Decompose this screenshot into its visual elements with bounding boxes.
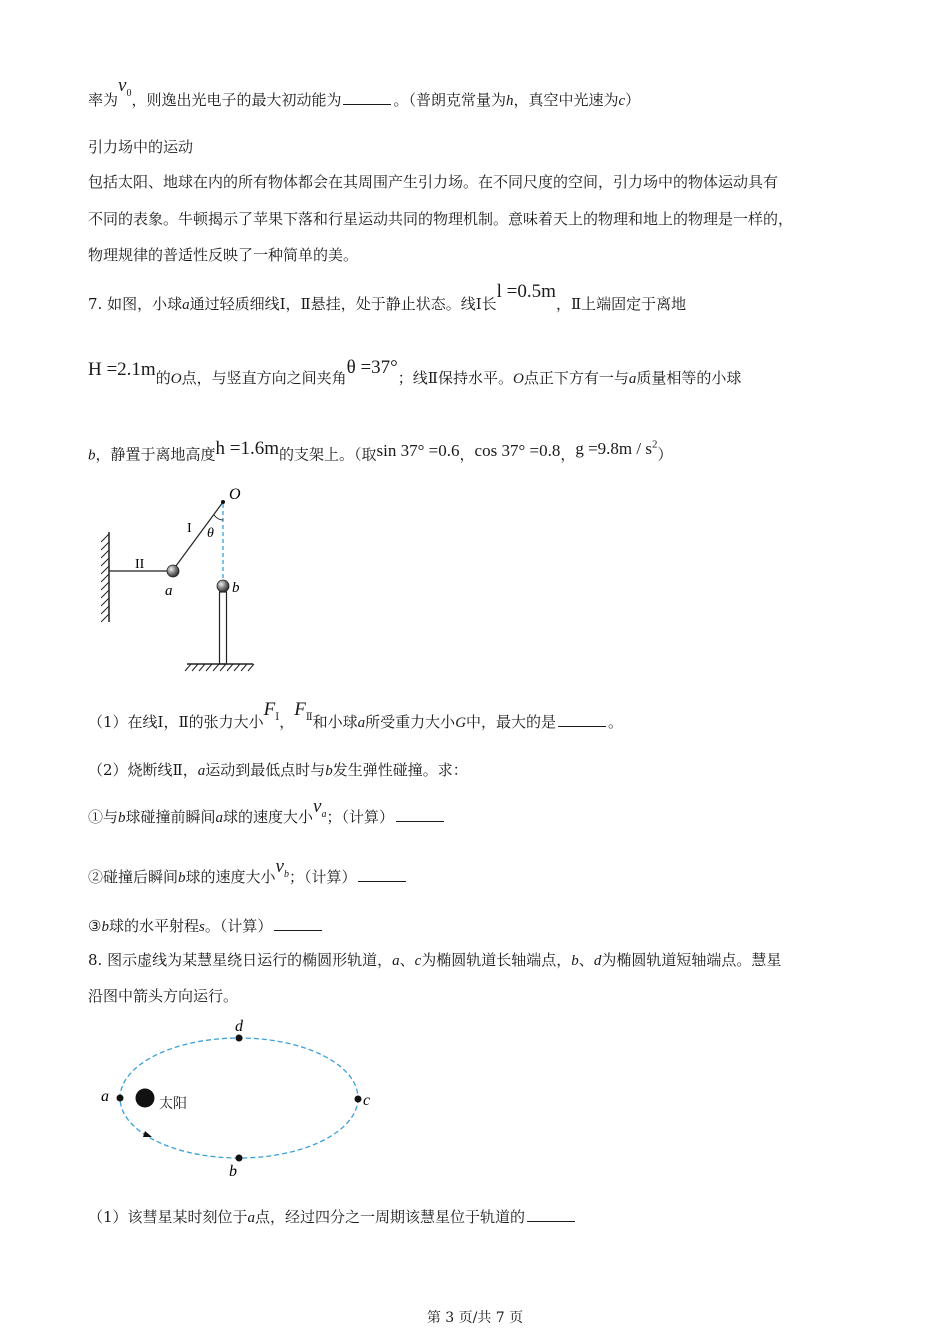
- q7-sub2: ②碰撞后瞬间b球的速度大小$v_b$；（计算）: [88, 867, 408, 895]
- svg-text:c: c: [363, 1092, 371, 1109]
- answer-blank[interactable]: [527, 1207, 575, 1222]
- svg-text:太阳: 太阳: [159, 1096, 187, 1112]
- text: 。（普朗克常量为: [393, 91, 506, 109]
- sin-equation: sin 37° =0.6: [376, 440, 460, 460]
- q8-line-2: 沿图中箭头方向运行。: [88, 987, 239, 1005]
- answer-blank[interactable]: [558, 712, 606, 727]
- pendulum-figure: [95, 482, 270, 674]
- q7-sub1: ①与b球碰撞前瞬间a球的速度大小$v_a$；（计算）: [88, 807, 446, 835]
- nu-symbol: $\nu_0$: [118, 75, 132, 99]
- svg-text:II: II: [135, 557, 145, 572]
- text: ）: [625, 91, 641, 109]
- F2-symbol: $F_Ⅱ$: [294, 699, 313, 723]
- theta-equation: θ =37°: [346, 357, 398, 378]
- q8-part1: （1）该彗星某时刻位于a点，经过四分之一周期该慧星位于轨道的: [88, 1207, 577, 1228]
- h-equation: h =1.6m: [215, 437, 280, 459]
- va-symbol: $v_a$: [313, 796, 327, 820]
- answer-blank[interactable]: [396, 807, 444, 822]
- line-photoelectron: [88, 75, 641, 118]
- q7-sub3: ③b球的水平射程s。（计算）: [88, 916, 324, 937]
- sun-icon: [136, 1089, 155, 1108]
- svg-text:O: O: [229, 486, 241, 503]
- q7-line-3: b，静置于离地高度h =1.6m的支架上。（取sin 37° =0.6，cos 37° =0.8，$g =9.8m / s^2$）: [88, 437, 673, 464]
- text: ，则逸出光电子的最大初动能为: [131, 91, 342, 109]
- text: 率为: [88, 91, 119, 109]
- answer-blank[interactable]: [343, 90, 391, 105]
- intro-line-2: 不同的表象。牛顿揭示了苹果下落和行星运动共同的物理机制。意味着天上的物理和地上的物理是一样的，: [88, 210, 794, 228]
- svg-text:d: d: [235, 1018, 243, 1035]
- svg-text:I: I: [187, 521, 192, 536]
- text: ，真空中光速为: [513, 91, 619, 109]
- q7-line-1: 7. 如图，小球a通过轻质细线Ⅰ，Ⅱ悬挂，处于静止状态。线Ⅰ长l =0.5m，Ⅱ上端固定于离地: [88, 281, 687, 313]
- g-equation: $g =9.8m / s^2$: [575, 438, 658, 458]
- svg-text:a: a: [165, 583, 173, 599]
- intro-line-1: 包括太阳、地球在内的所有物体都会在其周围产生引力场。在不同尺度的空间，引力场中的物体运动具有: [88, 173, 779, 191]
- cos-equation: cos 37° =0.8: [474, 440, 561, 460]
- c-symbol: c: [618, 93, 626, 109]
- F1-symbol: $F_Ⅰ$: [263, 699, 280, 723]
- vb-symbol: $v_b$: [275, 856, 289, 880]
- q8-line-1: 8. 图示虚线为某慧星绕日运行的椭圆形轨道，a、c为椭圆轨道长轴端点，b、d为椭圆轨道短轴端点。慧星: [88, 951, 782, 969]
- h-symbol: h: [505, 93, 514, 109]
- svg-text:a: a: [101, 1088, 109, 1105]
- orbit-figure: [95, 1013, 385, 1183]
- section-title: 引力场中的运动: [88, 138, 194, 156]
- l-equation: l =0.5m: [496, 281, 556, 302]
- answer-blank[interactable]: [274, 916, 322, 931]
- page-footer: 第 3 页/共 7 页: [426, 1310, 524, 1326]
- q7-part2: （2）烧断线Ⅱ，a运动到最低点时与b发生弹性碰撞。求：: [88, 761, 468, 779]
- direction-arrow-icon: [143, 1131, 152, 1137]
- q7-part1: （1）在线Ⅰ，Ⅱ的张力大小$F_Ⅰ$，$F_Ⅱ$和小球a所受重力大小G中，最大的是 。: [88, 699, 624, 731]
- q7-line-2: H =2.1m的O点，与竖直方向之间夹角θ =37°；线Ⅱ保持水平。O点正下方有一与a质量相等的小球: [88, 357, 742, 387]
- answer-blank[interactable]: [358, 867, 406, 882]
- svg-text:b: b: [232, 580, 240, 596]
- svg-text:θ: θ: [207, 526, 214, 541]
- H-equation: H =2.1m: [88, 359, 156, 380]
- svg-text:b: b: [229, 1163, 237, 1180]
- intro-line-3: 物理规律的普适性反映了一种简单的美。: [88, 246, 359, 264]
